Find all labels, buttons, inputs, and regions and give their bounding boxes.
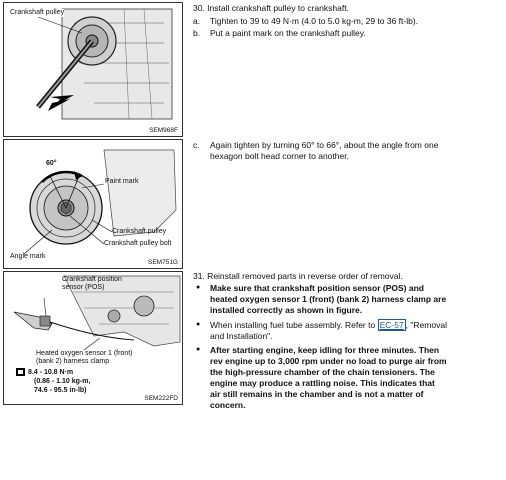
bullet-1-marker: ● [196,284,201,291]
bullet-1-l1: Make sure that crankshaft position sensor (POS) and [210,283,424,293]
figure-crankshaft-pulley-angle [3,139,183,269]
figure-ref-code: SEM968F [149,127,178,134]
bullet-3-l6: concern. [210,400,246,410]
label-oxygen-sensor-l2: (bank 2) harness clamp [36,358,110,365]
torque-spec-l2: (0.86 - 1.10 kg-m, [34,378,91,385]
bullet-2-l2: and Installation". [210,331,273,341]
figure-ref-code: SEM751G [148,259,178,266]
label-crankshaft-pulley: Crankshaft pulley [10,9,65,16]
bullet-1-l2: heated oxygen sensor 1 (front) (bank 2) harness clamp are [210,294,447,304]
label-angle-mark: Angle mark [10,253,46,260]
bullet-3-l1: After starting engine, keep idling for three minutes. Then [210,345,440,355]
step-30a-marker: a. [193,16,201,26]
step-31-title: 31. Reinstall removed parts in reverse order of removal. [193,271,403,281]
bullet-1-l3: installed correctly as shown in figure. [210,305,363,315]
bullet-3-l5: air still remains in the chamber and is not a matter of [210,389,424,399]
label-oxygen-sensor-l1: Heated oxygen sensor 1 (front) [36,350,133,357]
bullet-2-l1 [210,320,447,330]
pulley-angle-illustration [4,140,182,268]
label-paint-mark: Paint mark [105,178,139,185]
bullet-2-text-post: , "Removal [405,320,447,330]
label-crankshaft-position-sensor-l2: sensor (POS) [62,284,105,291]
step-30c-text-l1: Again tighten by turning 60° to 66°, about the angle from one [210,140,439,150]
step-30-title: 30. Install crankshaft pulley to crankshaft. [193,3,349,13]
torque-spec-l3: 74.6 - 95.5 in-lb) [34,387,87,394]
figure-sensor-harness [3,271,183,405]
bullet-2-marker: ● [196,321,201,328]
step-30c-text-l2: hexagon bolt head corner to another. [210,151,349,161]
label-crankshaft-pulley-2: Crankshaft pulley [112,228,167,235]
step-30b-marker: b. [193,28,201,38]
step-30c-marker: c. [193,140,200,150]
label-crankshaft-position-sensor-l1: Crankshaft position [62,276,122,283]
bullet-3-l3: the high-pressure chamber of the chain tensioners. The [210,367,435,377]
figure-crankshaft-pulley-install [3,2,183,137]
figure-ref-code: SEM222FD [144,395,178,402]
torque-spec-l1: 8.4 - 10.8 N·m [28,369,74,376]
ec-57-link[interactable]: EC-57 [379,320,404,330]
engine-illustration-1 [4,3,182,136]
label-crankshaft-pulley-bolt: Crankshaft pulley bolt [104,240,172,247]
label-angle-60: 60° [46,160,57,167]
bullet-2-text-pre: When installing fuel tube assembly. Refer to [210,320,378,330]
bullet-3-l2: rev engine up to 3,000 rpm under no load to purge air from [210,356,447,366]
step-30a-text: Tighten to 39 to 49 N·m (4.0 to 5.0 kg-m, 29 to 36 ft-lb). [210,16,419,26]
step-30b-text: Put a paint mark on the crankshaft pulley. [210,28,366,38]
bullet-3-l4: engine may produce a rattling noise. This indicates that [210,378,435,388]
bullet-3-marker: ● [196,346,201,353]
